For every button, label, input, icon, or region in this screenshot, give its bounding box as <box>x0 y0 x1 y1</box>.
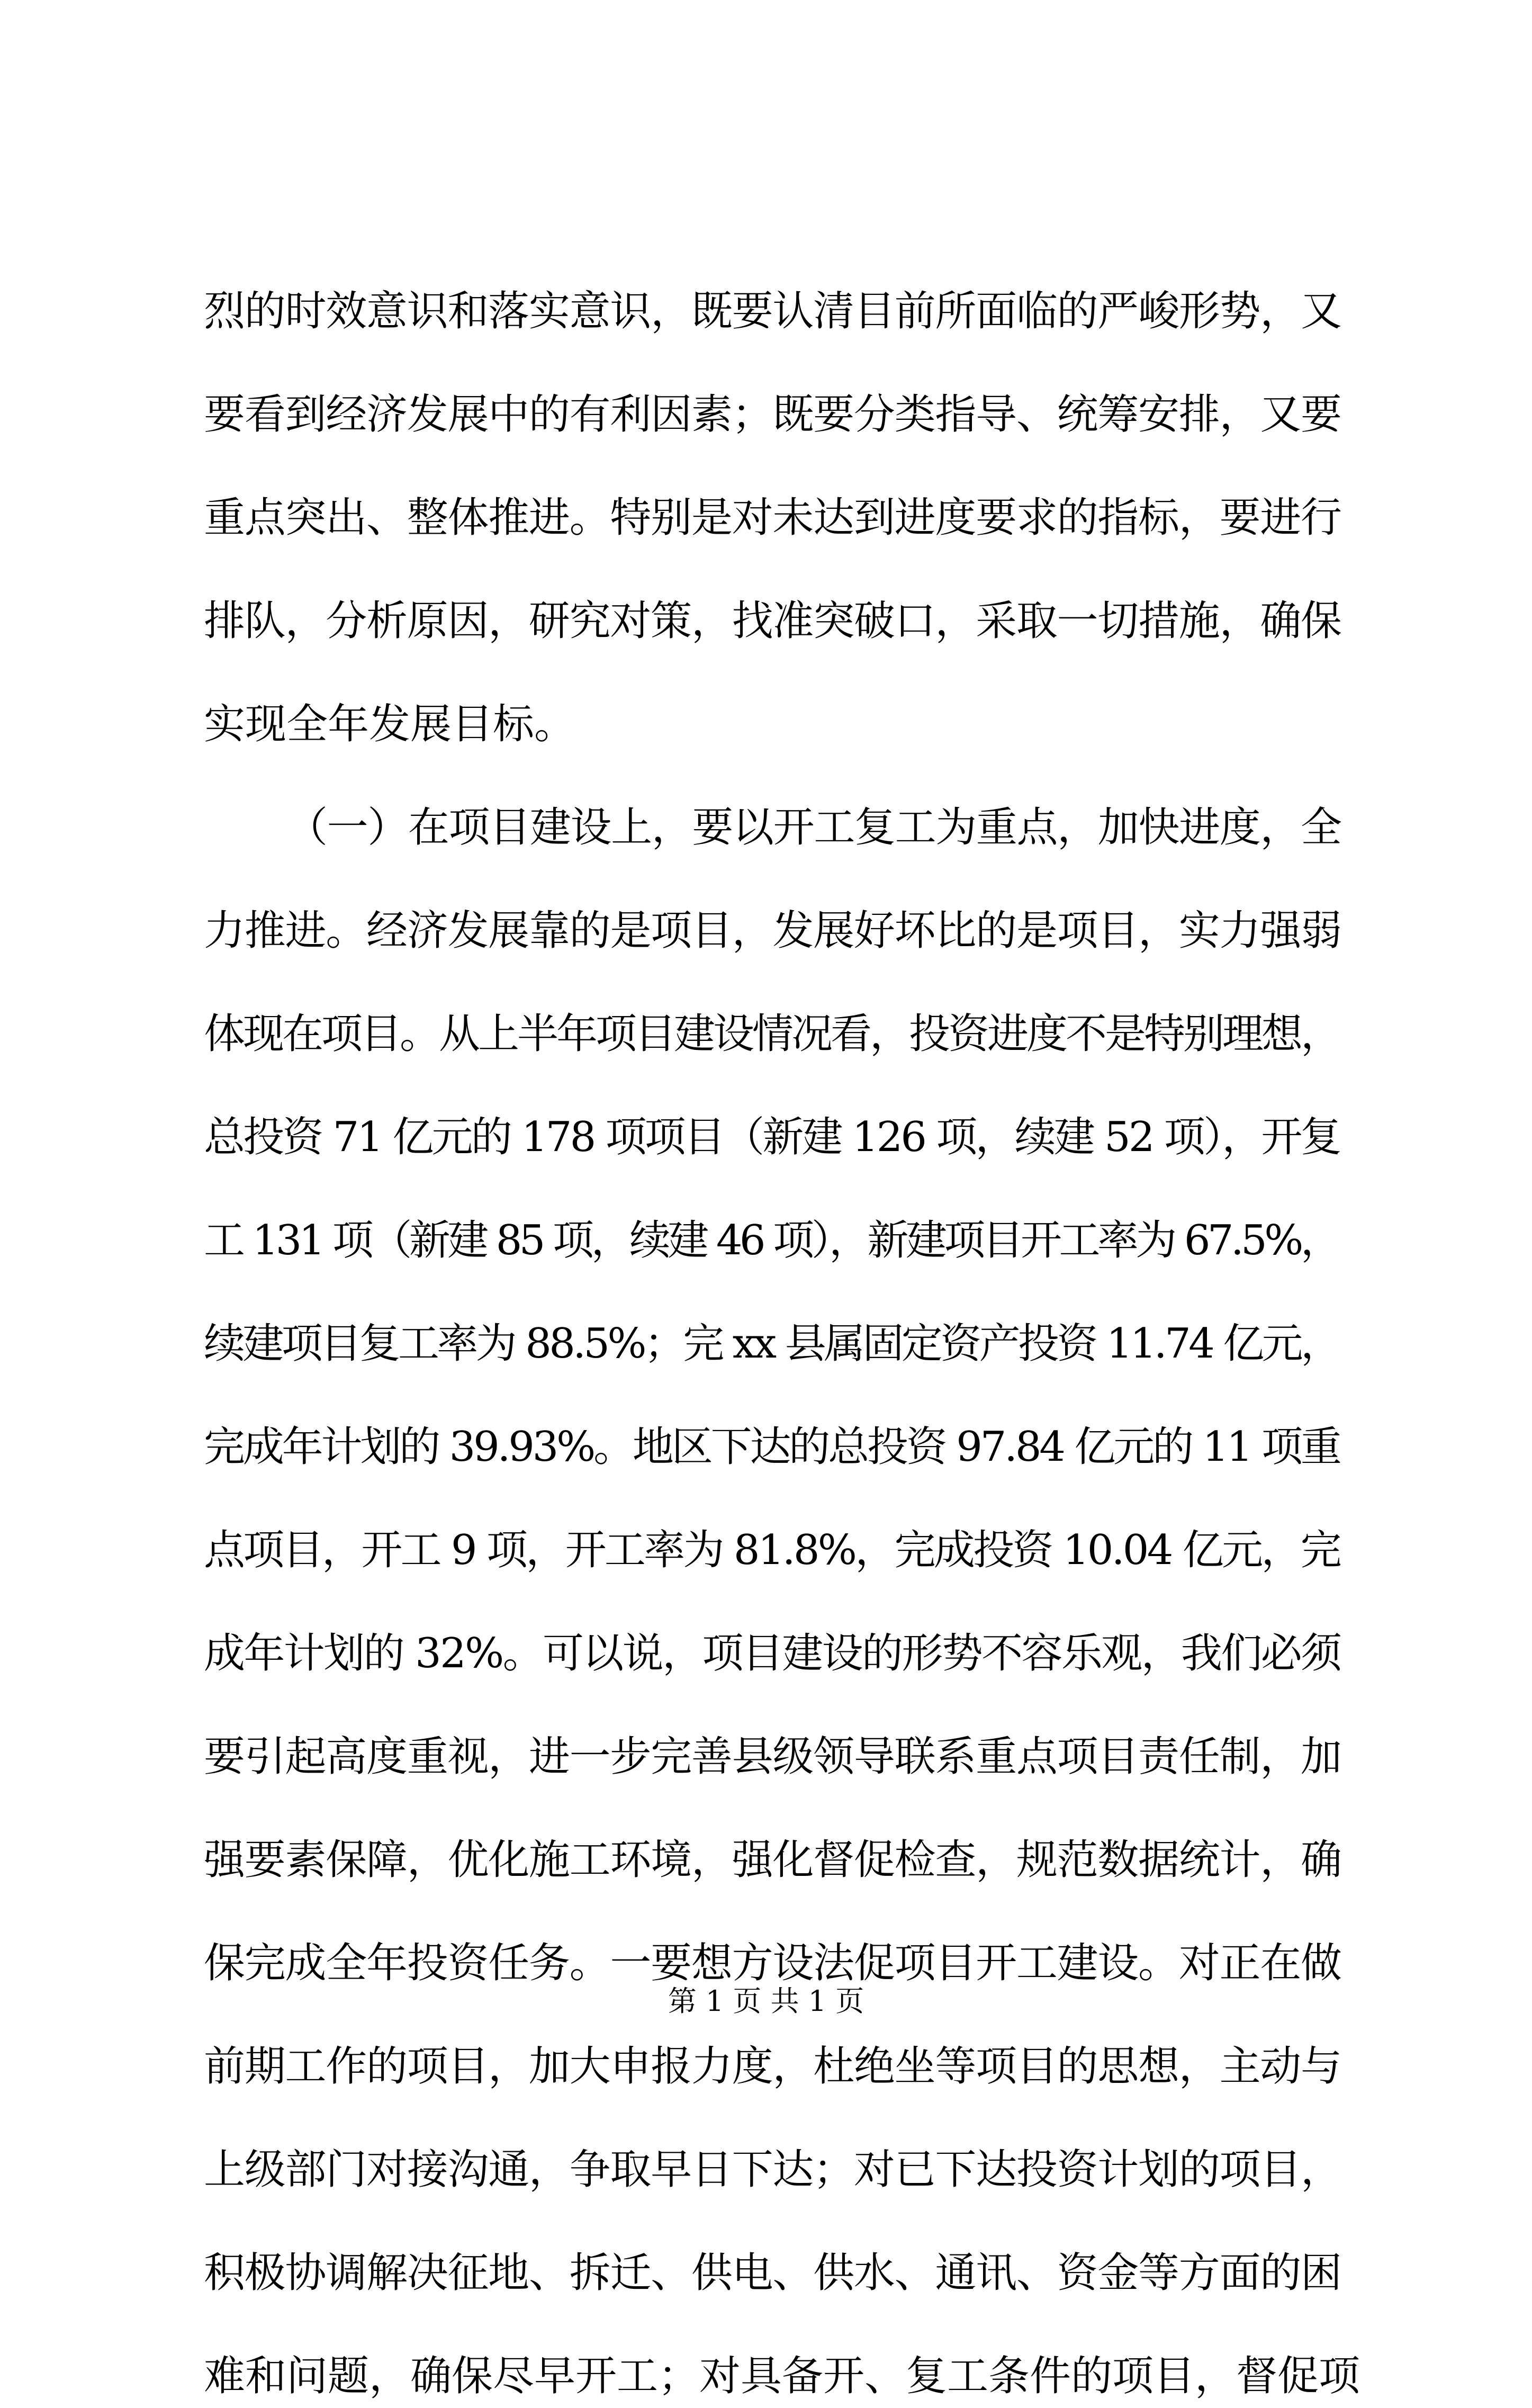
text-line: 烈的时效意识和落实意识，既要认清目前所面临的严峻形势，又 <box>204 287 1341 335</box>
text-line: 要引起高度重视，进一步完善县级领导联系重点项目责任制，加 <box>204 1733 1341 1781</box>
text-line: 积极协调解决征地、拆迁、供电、供水、通讯、资金等方面的困 <box>204 2249 1341 2297</box>
text-line: 力推进。经济发展靠的是项目，发展好坏比的是项目，实力强弱 <box>204 907 1341 955</box>
text-line: 要看到经济发展中的有利因素；既要分类指导、统筹安排，又要 <box>204 391 1341 438</box>
text-line: 完成年计划的 39.93%。地区下达的总投资 97.84 亿元的 11 项重 <box>204 1423 1340 1471</box>
text-line: 保完成全年投资任务。一要想方设法促项目开工建设。对正在做 <box>204 1939 1341 1987</box>
text-line: 强要素保障，优化施工环境，强化督促检查，规范数据统计，确 <box>204 1836 1341 1884</box>
text-line: （一）在项目建设上，要以开工复工为重点，加快进度，全 <box>286 804 1341 851</box>
page-number-footer: 第 1 页 共 1 页 <box>668 1984 864 2018</box>
text-line: 成年计划的 32%。可以说，项目建设的形势不容乐观，我们必须 <box>204 1630 1341 1677</box>
text-line: 重点突出、整体推进。特别是对未达到进度要求的指标，要进行 <box>204 494 1341 542</box>
text-line: 前期工作的项目，加大申报力度，杜绝坐等项目的思想，主动与 <box>204 2043 1341 2090</box>
text-line: 排队，分析原因，研究对策，找准突破口，采取一切措施，确保 <box>204 597 1341 645</box>
text-line: 工 131 项（新建 85 项，续建 46 项），新建项目开工率为 67.5%， <box>204 1217 1339 1264</box>
text-line: 体现在项目。从上半年项目建设情况看，投资进度不是特别理想， <box>204 1010 1340 1058</box>
text-line: 续建项目复工率为 88.5%；完 xx 县属固定资产投资 11.74 亿元， <box>204 1320 1340 1368</box>
text-line: 实现全年发展目标。 <box>204 700 576 748</box>
text-line: 总投资 71 亿元的 178 项项目（新建 126 项，续建 52 项），开复 <box>204 1113 1340 1161</box>
text-line: 难和问题，确保尽早开工；对具备开、复工条件的项目，督促项 <box>204 2352 1360 2400</box>
text-line: 上级部门对接沟通，争取早日下达；对已下达投资计划的项目， <box>204 2146 1341 2194</box>
text-line: 点项目，开工 9 项，开工率为 81.8%，完成投资 10.04 亿元，完 <box>204 1526 1340 1574</box>
